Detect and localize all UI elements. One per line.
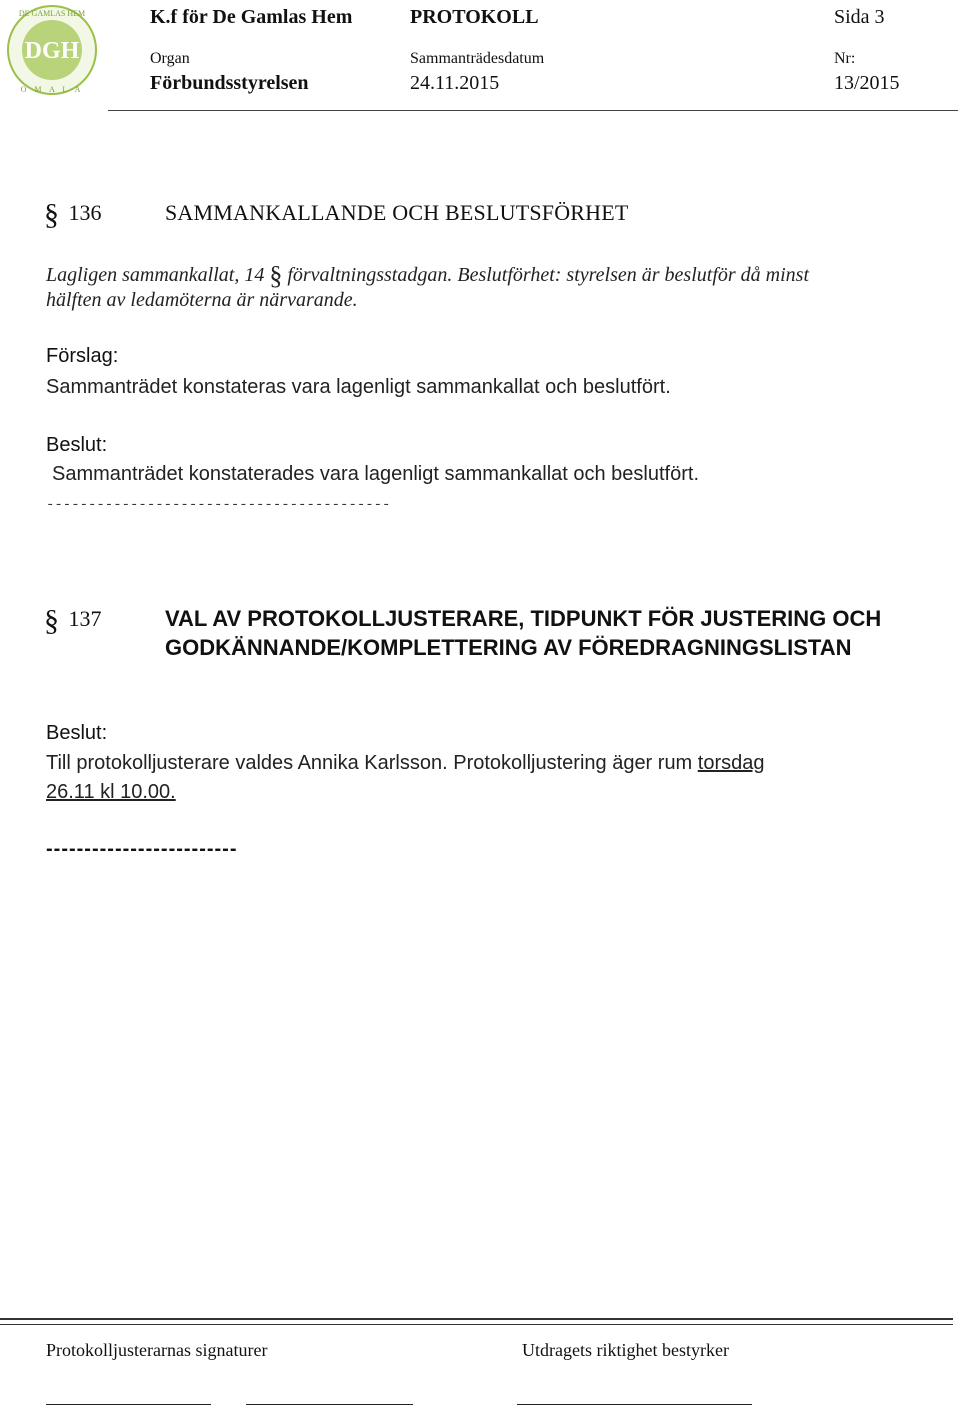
proposal-text: Sammanträdet konstateras vara lagenligt sammankallat och beslutfört. [46,376,671,398]
dgh-logo [6,4,98,96]
verification-signature-line [517,1404,752,1405]
separator-136: ----------------------------------------- [46,497,391,513]
signature-line-1 [46,1404,211,1405]
signatures-label: Protokolljusterarnas signaturer [46,1340,268,1360]
section-137-heading [44,604,102,638]
page-number: Sida 3 [834,6,885,28]
decision-137-time: 26.11 kl 10.00. [46,781,176,803]
note-part-a: Lagligen sammankallat, 14 [46,264,265,286]
section-136-number: 136 [68,200,102,225]
logo-text-top: DE GAMLAS HEM [18,9,86,18]
paragraph-symbol: § [44,604,59,637]
separator-137: ------------------------- [46,838,238,860]
footer-rule-thin [0,1324,953,1325]
section-137-title: VAL AV PROTOKOLLJUSTERARE, TIDPUNKT FÖR JUSTERING OCH GODKÄNNANDE/KOMPLETTERING AV FÖREDRAGNINGSLISTAN [165,606,882,660]
doc-type: PROTOKOLL [410,6,539,28]
decision-137-day: torsdag [697,752,765,774]
paragraph-symbol: § [269,261,283,290]
nr-value: 13/2015 [834,72,900,94]
proposal-label: Förslag: [46,345,119,367]
section-136-heading [44,198,102,232]
decision-136-text: Sammanträdet konstaterades vara lagenligt sammankallat och beslutfört. [52,463,700,485]
footer-rule [0,1318,953,1320]
org-name: K.f för De Gamlas Hem [150,6,353,28]
section-137-number: 137 [68,606,102,631]
paragraph-symbol: § [44,198,59,231]
logo-text-bottom: O M A L A [20,85,84,94]
date-label: Sammanträdesdatum [410,50,545,67]
organ-label: Organ [150,50,190,67]
verify-label: Utdragets riktighet bestyrker [522,1340,729,1360]
section-136-note-line2: hälften av ledamöterna är närvarande. [46,289,358,311]
logo-letters: DGH [24,38,80,64]
decision-137-text: Till protokolljusterare valdes Annika Karlsson. Protokolljustering äger rum [46,752,698,774]
section-136-title: SAMMANKALLANDE OCH BESLUTSFÖRHET [165,200,629,225]
signature-line-2 [246,1404,413,1405]
decision-137-label: Beslut: [46,722,108,744]
note-part-b: förvaltningsstadgan. Beslutförhet: styrelsen är beslutför då minst [287,264,810,286]
organ-value: Förbundsstyrelsen [150,72,309,94]
section-136-note-line1 [46,261,809,291]
decision-137-line1 [46,752,765,775]
decision-136-label: Beslut: [46,434,108,456]
date-value: 24.11.2015 [410,72,500,94]
nr-label: Nr: [834,50,856,67]
header-rule [108,110,958,111]
